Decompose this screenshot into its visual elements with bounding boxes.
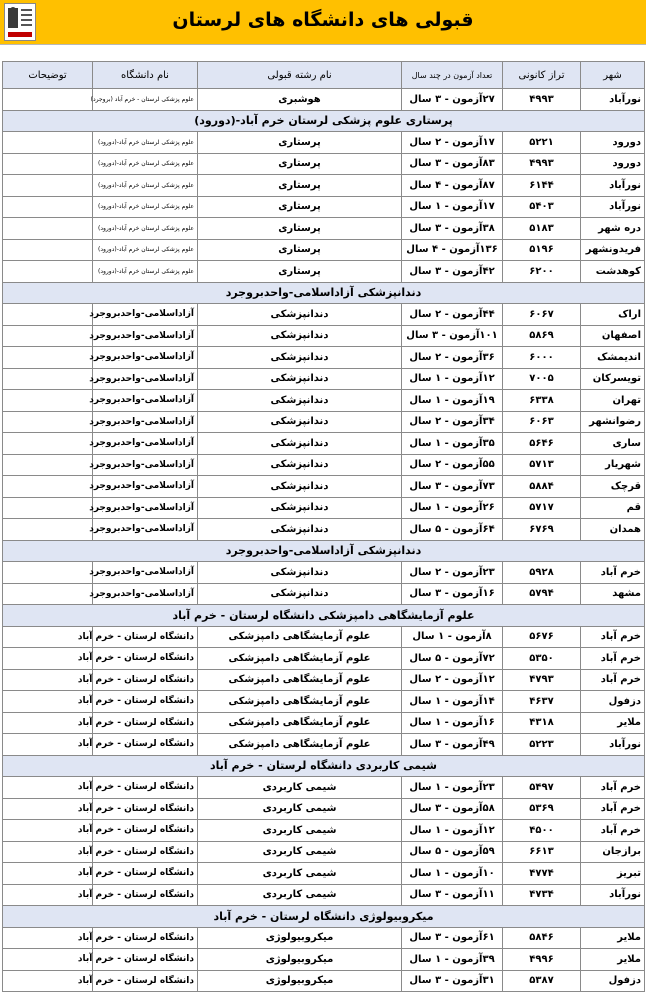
score-cell: ۶۲۰۰ — [503, 261, 581, 283]
notes-cell — [3, 175, 93, 197]
university-cell: دانشگاه لرستان - خرم آباد — [93, 648, 198, 670]
table-row — [3, 626, 645, 648]
city-cell: رضوانشهر — [581, 411, 645, 433]
table-row — [3, 970, 645, 992]
table-row — [3, 175, 645, 197]
header-banner — [0, 0, 646, 45]
university-cell: آزاداسلامی-واحدبروجرد — [93, 476, 198, 498]
col-header-score: تراز کانونی — [503, 62, 581, 89]
score-cell: ۵۳۸۷ — [503, 970, 581, 992]
score-cell: ۶۱۴۴ — [503, 175, 581, 197]
major-cell: دندانپزشکی — [198, 497, 402, 519]
page-title: قبولی های دانشگاه های لرستان — [172, 9, 474, 31]
major-cell: دندانپزشکی — [198, 368, 402, 390]
score-cell: ۵۷۹۴ — [503, 583, 581, 605]
university-cell: دانشگاه لرستان - خرم آباد — [93, 884, 198, 906]
city-cell: نورآباد — [581, 884, 645, 906]
city-cell: خرم آباد — [581, 777, 645, 799]
city-cell: اصفهان — [581, 325, 645, 347]
table-row — [3, 261, 645, 283]
table-body — [3, 89, 645, 992]
city-cell: قرچک — [581, 476, 645, 498]
major-cell: دندانپزشکی — [198, 583, 402, 605]
table-row — [3, 239, 645, 261]
notes-cell — [3, 411, 93, 433]
major-cell: دندانپزشکی — [198, 454, 402, 476]
university-cell: علوم پزشکی لرستان - خرم آباد (بروجرد) — [93, 89, 198, 111]
score-cell: ۵۸۶۹ — [503, 325, 581, 347]
notes-cell — [3, 562, 93, 584]
tests-cell: ۶۴آزمون - ۵ سال — [402, 519, 503, 541]
tests-cell: ۱۹آزمون - ۱ سال — [402, 390, 503, 412]
university-cell: دانشگاه لرستان - خرم آباد — [93, 734, 198, 756]
notes-cell — [3, 132, 93, 154]
major-cell: علوم آزمایشگاهی دامپزشکی — [198, 648, 402, 670]
notes-cell — [3, 304, 93, 326]
score-cell: ۵۲۲۱ — [503, 132, 581, 154]
major-cell: شیمی کاربردی — [198, 841, 402, 863]
tests-cell: ۱۳۶آزمون - ۴ سال — [402, 239, 503, 261]
notes-cell — [3, 218, 93, 240]
major-cell: علوم آزمایشگاهی دامپزشکی — [198, 626, 402, 648]
notes-cell — [3, 153, 93, 175]
tests-cell: ۱۶آزمون - ۱ سال — [402, 712, 503, 734]
city-cell: تهران — [581, 390, 645, 412]
university-cell: علوم پزشکی لرستان خرم آباد-(دورود) — [93, 196, 198, 218]
city-cell: دورود — [581, 153, 645, 175]
notes-cell — [3, 196, 93, 218]
university-cell: دانشگاه لرستان - خرم آباد — [93, 712, 198, 734]
major-cell: دندانپزشکی — [198, 562, 402, 584]
tests-cell: ۳۵آزمون - ۱ سال — [402, 433, 503, 455]
table-row — [3, 798, 645, 820]
city-cell: ملایر — [581, 949, 645, 971]
score-cell: ۴۵۰۰ — [503, 820, 581, 842]
university-cell: علوم پزشکی لرستان خرم آباد-(دورود) — [93, 218, 198, 240]
notes-cell — [3, 433, 93, 455]
city-cell: نورآباد — [581, 196, 645, 218]
city-cell: فریدونشهر — [581, 239, 645, 261]
score-cell: ۵۱۸۳ — [503, 218, 581, 240]
city-cell: خرم آباد — [581, 648, 645, 670]
section-header-row — [3, 282, 645, 304]
table-row — [3, 841, 645, 863]
table-row — [3, 519, 645, 541]
col-header-city: شهر — [581, 62, 645, 89]
city-cell: خرم آباد — [581, 626, 645, 648]
major-cell: پرستاری — [198, 239, 402, 261]
tests-cell: ۱۱آزمون - ۳ سال — [402, 884, 503, 906]
table-header-row — [3, 62, 645, 89]
university-cell: دانشگاه لرستان - خرم آباد — [93, 820, 198, 842]
col-header-major: نام رشته قبولی — [198, 62, 402, 89]
score-cell: ۶۷۶۹ — [503, 519, 581, 541]
university-cell: آزاداسلامی-واحدبروجرد — [93, 519, 198, 541]
university-cell: آزاداسلامی-واحدبروجرد — [93, 497, 198, 519]
section-header-row — [3, 605, 645, 627]
section-title: علوم آزمایشگاهی دامپزشکی دانشگاه لرستان - خرم آباد — [3, 605, 645, 627]
major-cell: علوم آزمایشگاهی دامپزشکی — [198, 691, 402, 713]
score-cell: ۶۳۳۸ — [503, 390, 581, 412]
major-cell: دندانپزشکی — [198, 433, 402, 455]
tests-cell: ۵۵آزمون - ۲ سال — [402, 454, 503, 476]
table-row — [3, 347, 645, 369]
city-cell: خرم آباد — [581, 820, 645, 842]
tests-cell: ۲۷آزمون - ۳ سال — [402, 89, 503, 111]
university-cell: دانشگاه لرستان - خرم آباد — [93, 970, 198, 992]
table-row — [3, 562, 645, 584]
tests-cell: ۷۲آزمون - ۵ سال — [402, 648, 503, 670]
score-cell: ۵۴۰۳ — [503, 196, 581, 218]
table-row — [3, 691, 645, 713]
university-cell: آزاداسلامی-واحدبروجرد — [93, 325, 198, 347]
section-header-row — [3, 110, 645, 132]
city-cell: خرم آباد — [581, 798, 645, 820]
city-cell: برازجان — [581, 841, 645, 863]
tests-cell: ۳۸آزمون - ۳ سال — [402, 218, 503, 240]
notes-cell — [3, 347, 93, 369]
score-cell: ۴۳۱۸ — [503, 712, 581, 734]
tests-cell: ۱۲آزمون - ۱ سال — [402, 820, 503, 842]
col-header-tests: تعداد آزمون در چند سال — [402, 62, 503, 89]
tests-cell: ۷۳آزمون - ۳ سال — [402, 476, 503, 498]
university-cell: دانشگاه لرستان - خرم آباد — [93, 841, 198, 863]
university-cell: دانشگاه لرستان - خرم آباد — [93, 927, 198, 949]
notes-cell — [3, 476, 93, 498]
score-cell: ۶۶۱۳ — [503, 841, 581, 863]
major-cell: علوم آزمایشگاهی دامپزشکی — [198, 712, 402, 734]
city-cell: تویسرکان — [581, 368, 645, 390]
score-cell: ۵۷۱۷ — [503, 497, 581, 519]
score-cell: ۵۹۲۸ — [503, 562, 581, 584]
major-cell: دندانپزشکی — [198, 519, 402, 541]
city-cell: تبریز — [581, 863, 645, 885]
university-cell: آزاداسلامی-واحدبروجرد — [93, 433, 198, 455]
tests-cell: ۶۱آزمون - ۳ سال — [402, 927, 503, 949]
score-cell: ۷۰۰۵ — [503, 368, 581, 390]
notes-cell — [3, 239, 93, 261]
notes-cell — [3, 89, 93, 111]
table-row — [3, 583, 645, 605]
tests-cell: ۲۶آزمون - ۱ سال — [402, 497, 503, 519]
major-cell: میکروبیولوژی — [198, 949, 402, 971]
city-cell: ملایر — [581, 927, 645, 949]
university-cell: آزاداسلامی-واحدبروجرد — [93, 304, 198, 326]
tests-cell: ۴۴آزمون - ۲ سال — [402, 304, 503, 326]
university-cell: علوم پزشکی لرستان خرم آباد-(دورود) — [93, 132, 198, 154]
tests-cell: ۱۰آزمون - ۱ سال — [402, 863, 503, 885]
major-cell: پرستاری — [198, 218, 402, 240]
score-cell: ۵۸۸۴ — [503, 476, 581, 498]
major-cell: پرستاری — [198, 261, 402, 283]
major-cell: پرستاری — [198, 175, 402, 197]
major-cell: دندانپزشکی — [198, 347, 402, 369]
col-header-university: نام دانشگاه — [93, 62, 198, 89]
city-cell: شهریار — [581, 454, 645, 476]
university-cell: دانشگاه لرستان - خرم آباد — [93, 949, 198, 971]
university-cell: دانشگاه لرستان - خرم آباد — [93, 626, 198, 648]
section-title: شیمی کاربردی دانشگاه لرستان - خرم آباد — [3, 755, 645, 777]
table-row — [3, 390, 645, 412]
score-cell: ۴۶۳۷ — [503, 691, 581, 713]
score-cell: ۴۹۹۳ — [503, 153, 581, 175]
table-row — [3, 132, 645, 154]
city-cell: نورآباد — [581, 89, 645, 111]
section-title: پرستاری علوم پزشکی لرستان خرم آباد-(دورود) — [3, 110, 645, 132]
university-cell: علوم پزشکی لرستان خرم آباد-(دورود) — [93, 261, 198, 283]
tests-cell: ۲۳آزمون - ۲ سال — [402, 562, 503, 584]
city-cell: اراک — [581, 304, 645, 326]
city-cell: دزفول — [581, 691, 645, 713]
major-cell: پرستاری — [198, 196, 402, 218]
score-cell: ۵۴۹۷ — [503, 777, 581, 799]
university-cell: آزاداسلامی-واحدبروجرد — [93, 454, 198, 476]
table-row — [3, 734, 645, 756]
table-row — [3, 196, 645, 218]
university-cell: دانشگاه لرستان - خرم آباد — [93, 691, 198, 713]
table-row — [3, 325, 645, 347]
section-header-row — [3, 540, 645, 562]
city-cell: قم — [581, 497, 645, 519]
table-row — [3, 153, 645, 175]
university-cell: آزاداسلامی-واحدبروجرد — [93, 390, 198, 412]
table-row — [3, 648, 645, 670]
city-cell: ملایر — [581, 712, 645, 734]
university-cell: علوم پزشکی لرستان خرم آباد-(دورود) — [93, 153, 198, 175]
major-cell: شیمی کاربردی — [198, 820, 402, 842]
major-cell: علوم آزمایشگاهی دامپزشکی — [198, 734, 402, 756]
score-cell: ۵۷۱۳ — [503, 454, 581, 476]
notes-cell — [3, 454, 93, 476]
city-cell: اندیمشک — [581, 347, 645, 369]
tests-cell: ۳۶آزمون - ۲ سال — [402, 347, 503, 369]
tests-cell: ۱۷آزمون - ۲ سال — [402, 132, 503, 154]
table-row — [3, 89, 645, 111]
score-cell: ۶۰۰۰ — [503, 347, 581, 369]
score-cell: ۶۰۶۷ — [503, 304, 581, 326]
tests-cell: ۵۹آزمون - ۵ سال — [402, 841, 503, 863]
table-row — [3, 411, 645, 433]
notes-cell — [3, 261, 93, 283]
city-cell: دورود — [581, 132, 645, 154]
university-cell: آزاداسلامی-واحدبروجرد — [93, 411, 198, 433]
section-title: دندانپزشکی آزاداسلامی-واحدبروجرد — [3, 540, 645, 562]
tests-cell: ۴۲آزمون - ۳ سال — [402, 261, 503, 283]
major-cell: میکروبیولوژی — [198, 970, 402, 992]
notes-cell — [3, 519, 93, 541]
tests-cell: ۴۹آزمون - ۳ سال — [402, 734, 503, 756]
city-cell: خرم آباد — [581, 562, 645, 584]
section-title: میکروبیولوژی دانشگاه لرستان - خرم آباد — [3, 906, 645, 928]
table-row — [3, 368, 645, 390]
score-cell: ۴۷۳۴ — [503, 884, 581, 906]
admissions-table — [2, 61, 645, 992]
major-cell: دندانپزشکی — [198, 304, 402, 326]
score-cell: ۴۹۹۶ — [503, 949, 581, 971]
table-row — [3, 669, 645, 691]
table-row — [3, 218, 645, 240]
table-row — [3, 476, 645, 498]
major-cell: هوشبری — [198, 89, 402, 111]
table-row — [3, 454, 645, 476]
score-cell: ۵۶۴۶ — [503, 433, 581, 455]
university-cell: آزاداسلامی-واحدبروجرد — [93, 368, 198, 390]
table-row — [3, 497, 645, 519]
tests-cell: ۳۴آزمون - ۲ سال — [402, 411, 503, 433]
score-cell: ۴۷۷۴ — [503, 863, 581, 885]
table-row — [3, 304, 645, 326]
major-cell: دندانپزشکی — [198, 390, 402, 412]
university-cell: آزاداسلامی-واحدبروجرد — [93, 562, 198, 584]
tests-cell: ۸۷آزمون - ۴ سال — [402, 175, 503, 197]
major-cell: شیمی کاربردی — [198, 884, 402, 906]
tests-cell: ۱۰۱آزمون - ۳ سال — [402, 325, 503, 347]
university-cell: علوم پزشکی لرستان خرم آباد-(دورود) — [93, 239, 198, 261]
tests-cell: ۱۶آزمون - ۳ سال — [402, 583, 503, 605]
city-cell: کوهدشت — [581, 261, 645, 283]
city-cell: ساری — [581, 433, 645, 455]
score-cell: ۵۳۵۰ — [503, 648, 581, 670]
city-cell: همدان — [581, 519, 645, 541]
university-cell: دانشگاه لرستان - خرم آباد — [93, 777, 198, 799]
major-cell: دندانپزشکی — [198, 325, 402, 347]
score-cell: ۴۹۹۳ — [503, 89, 581, 111]
table-row — [3, 777, 645, 799]
major-cell: شیمی کاربردی — [198, 798, 402, 820]
tests-cell: ۲۳آزمون - ۱ سال — [402, 777, 503, 799]
table-row — [3, 949, 645, 971]
tests-cell: ۱۲آزمون - ۲ سال — [402, 669, 503, 691]
section-header-row — [3, 755, 645, 777]
score-cell: ۵۸۴۶ — [503, 927, 581, 949]
major-cell: علوم آزمایشگاهی دامپزشکی — [198, 669, 402, 691]
major-cell: میکروبیولوژی — [198, 927, 402, 949]
university-cell: آزاداسلامی-واحدبروجرد — [93, 583, 198, 605]
university-cell: دانشگاه لرستان - خرم آباد — [93, 669, 198, 691]
notes-cell — [3, 325, 93, 347]
major-cell: دندانپزشکی — [198, 476, 402, 498]
notes-cell — [3, 497, 93, 519]
score-cell: ۶۰۶۳ — [503, 411, 581, 433]
section-title: دندانپزشکی آزاداسلامی-واحدبروجرد — [3, 282, 645, 304]
tests-cell: ۳۹آزمون - ۱ سال — [402, 949, 503, 971]
score-cell: ۵۱۹۶ — [503, 239, 581, 261]
notes-cell — [3, 368, 93, 390]
major-cell: شیمی کاربردی — [198, 863, 402, 885]
major-cell: شیمی کاربردی — [198, 777, 402, 799]
table-row — [3, 927, 645, 949]
table-row — [3, 884, 645, 906]
notes-cell — [3, 390, 93, 412]
major-cell: پرستاری — [198, 132, 402, 154]
tests-cell: ۱۷آزمون - ۱ سال — [402, 196, 503, 218]
university-cell: آزاداسلامی-واحدبروجرد — [93, 347, 198, 369]
score-cell: ۴۷۹۳ — [503, 669, 581, 691]
table-row — [3, 433, 645, 455]
university-cell: علوم پزشکی لرستان خرم آباد-(دورود) — [93, 175, 198, 197]
city-cell: دره شهر — [581, 218, 645, 240]
col-header-notes: توضیحات — [3, 62, 93, 89]
tests-cell: ۸آزمون - ۱ سال — [402, 626, 503, 648]
major-cell: دندانپزشکی — [198, 411, 402, 433]
score-cell: ۵۲۲۳ — [503, 734, 581, 756]
tests-cell: ۳۱آزمون - ۳ سال — [402, 970, 503, 992]
university-cell: دانشگاه لرستان - خرم آباد — [93, 798, 198, 820]
table-row — [3, 820, 645, 842]
tests-cell: ۸۳آزمون - ۳ سال — [402, 153, 503, 175]
city-cell: نورآباد — [581, 175, 645, 197]
notes-cell — [3, 583, 93, 605]
city-cell: دزفول — [581, 970, 645, 992]
university-cell: دانشگاه لرستان - خرم آباد — [93, 863, 198, 885]
score-cell: ۵۶۷۶ — [503, 626, 581, 648]
city-cell: خرم آباد — [581, 669, 645, 691]
table-row — [3, 712, 645, 734]
table-row — [3, 863, 645, 885]
city-cell: نورآباد — [581, 734, 645, 756]
tests-cell: ۵۸آزمون - ۳ سال — [402, 798, 503, 820]
section-header-row — [3, 906, 645, 928]
major-cell: پرستاری — [198, 153, 402, 175]
tests-cell: ۱۲آزمون - ۱ سال — [402, 368, 503, 390]
city-cell: مشهد — [581, 583, 645, 605]
score-cell: ۵۳۶۹ — [503, 798, 581, 820]
tests-cell: ۱۴آزمون - ۱ سال — [402, 691, 503, 713]
